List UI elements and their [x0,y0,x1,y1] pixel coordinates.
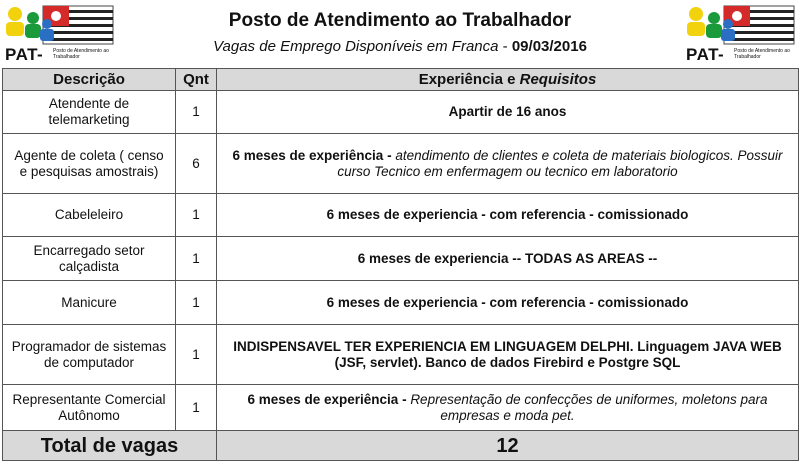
row-descricao: Agente de coleta ( censo e pesquisas amostrais) [3,134,176,194]
pat-logo [3,4,115,64]
row-req-bold: INDISPENSAVEL TER EXPERIENCIA EM LINGUAGEM DELPHI. Linguagem JAVA WEB (JSF, servlet). Banco de dados Firebird e Postgre SQL [233,338,782,370]
subtitle-separator: - [498,38,512,55]
row-requisitos [217,281,799,325]
table-row [3,385,799,431]
total-value: 12 [217,431,799,461]
pat-logo-right-icon [684,4,796,46]
row-qnt: 1 [176,237,217,281]
table-row [3,134,799,194]
row-requisitos [217,194,799,237]
total-row [3,431,799,461]
pat-logo-right [684,4,796,64]
row-requisitos [217,325,799,385]
subtitle-place: Vagas de Emprego Disponíveis em Franca [213,38,499,55]
row-requisitos [217,91,799,134]
table-row [3,325,799,385]
page-subtitle [120,38,680,55]
row-qnt: 1 [176,325,217,385]
table-row [3,237,799,281]
logo-text: PAT- [5,45,44,64]
row-req-bold: Apartir de 16 anos [448,104,567,119]
col-header-req: Requisitos [519,70,597,88]
row-descricao: Manicure [3,281,176,325]
row-requisitos [217,134,799,194]
col-header-exp: Experiência e [418,70,520,88]
page-title: Posto de Atendimento ao Trabalhador [228,10,572,31]
col-header-requisitos [217,69,799,91]
pat-logo-icon [3,4,115,46]
row-req-bold: 6 meses de experiência - [232,147,396,163]
logo-subtext-right: Posto de Atendimento ao Trabalhador [734,48,790,60]
col-header-qnt: Qnt [176,69,217,91]
row-req-detail: atendimento de clientes e coleta de materiais biologicos. Possuir curso Tecnico em enfermagem ou tecnico em laboratorio [337,147,783,179]
row-qnt: 6 [176,134,217,194]
row-req-bold: 6 meses de experiencia - com referencia - comissionado [326,207,689,222]
row-descricao: Representante Comercial Autônomo [3,385,176,431]
table-header-row [3,69,799,91]
table-row [3,281,799,325]
row-descricao: Cabeleleiro [3,194,176,237]
jobs-table [2,68,799,461]
row-qnt: 1 [176,194,217,237]
table-row [3,91,799,134]
col-header-descricao: Descrição [3,69,176,91]
logo-subtext: Posto de Atendimento ao Trabalhador [53,48,109,60]
row-qnt: 1 [176,281,217,325]
row-req-bold: 6 meses de experiencia -- TODAS AS AREAS -- [357,250,658,266]
row-descricao: Atendente de telemarketing [3,91,176,134]
row-descricao: Programador de sistemas de computador [3,325,176,385]
row-qnt: 1 [176,385,217,431]
logo-text-right: PAT- [686,45,725,64]
row-req-detail: Representação de confecções de uniformes, moletons para empresas e moda pet. [410,391,768,423]
total-label: Total de vagas [3,431,217,461]
row-req-bold: 6 meses de experiência - [247,391,411,407]
table-row [3,194,799,237]
row-req-bold: 6 meses de experiencia - com referencia - comissionado [326,294,689,310]
row-requisitos [217,385,799,431]
row-qnt: 1 [176,91,217,134]
subtitle-date: 09/03/2016 [511,38,587,55]
row-descricao: Encarregado setor calçadista [3,237,176,281]
row-requisitos [217,237,799,281]
page-header [0,0,800,68]
